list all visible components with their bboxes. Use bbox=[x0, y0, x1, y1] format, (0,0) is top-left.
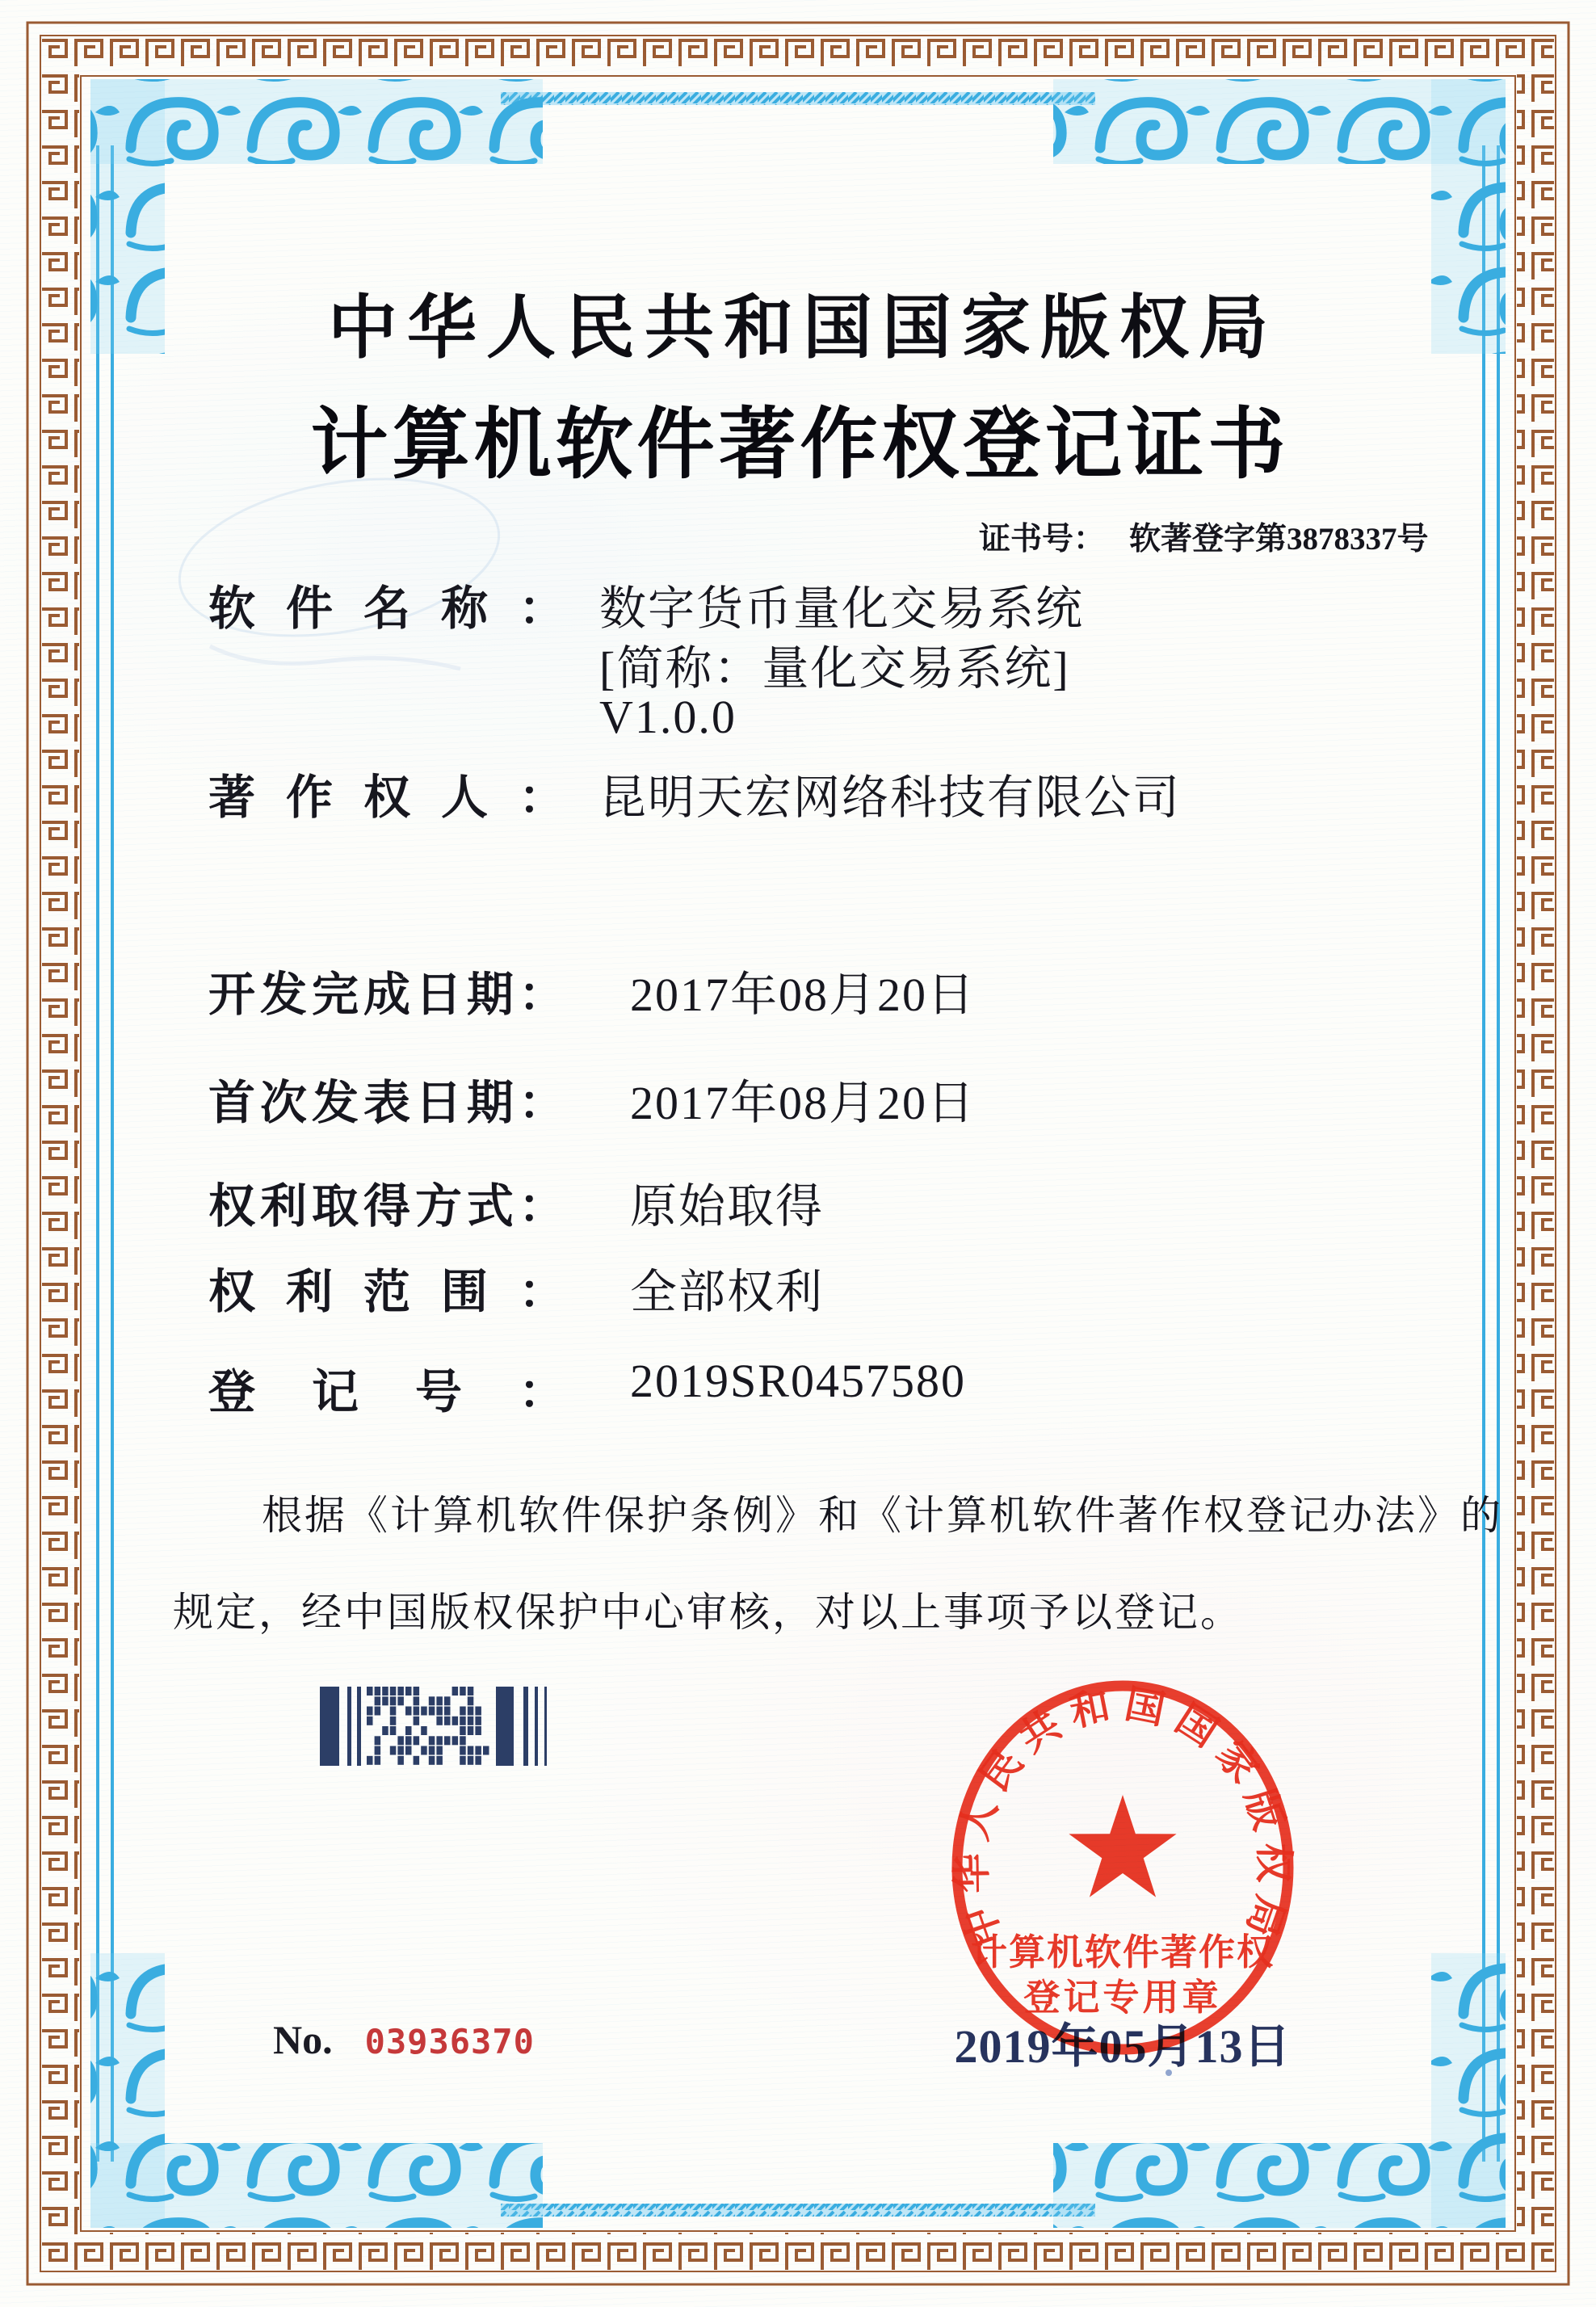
seal-line-2: 登记专用章 bbox=[1023, 1977, 1222, 2018]
statement-line-2: 规定，经中国版权保护中心审核，对以上事项予以登记。 bbox=[173, 1590, 1243, 1635]
field-label-registration-no: 登 记 号 ： bbox=[208, 1366, 565, 1418]
field-value-right-scope: 全部权利 bbox=[630, 1266, 825, 1318]
field-value-software-short-name: [简称：量化交易系统] bbox=[599, 642, 1070, 695]
field-value-first-publish-date: 2017年08月20日 bbox=[630, 1077, 976, 1129]
field-value-copyright-owner: 昆明天宏网络科技有限公司 bbox=[599, 771, 1182, 824]
field-value-software-version: V1.0.0 bbox=[599, 691, 737, 743]
red-star-icon bbox=[1069, 1795, 1176, 1897]
official-red-seal bbox=[947, 1680, 1299, 2060]
issuer-title: 中华人民共和国国家版权局 bbox=[328, 289, 1278, 367]
field-label-first-publish-date: 首 次 发 表 日 期 ： bbox=[208, 1077, 565, 1129]
certificate-number-row bbox=[979, 514, 1429, 559]
field-value-software-name: 数字货币量化交易系统 bbox=[599, 582, 1085, 635]
field-label-dev-complete-date: 开 发 完 成 日 期 ： bbox=[208, 969, 565, 1021]
field-value-registration-no: 2019SR0457580 bbox=[630, 1355, 966, 1407]
certificate-number-label: 证书号： bbox=[979, 522, 1106, 557]
pdf417-barcode bbox=[320, 1687, 551, 1766]
seal-ring-text: 中华人民共和国国家版权局 bbox=[950, 1682, 1296, 1952]
field-label-right-acquisition: 权 利 取 得 方 式 ： bbox=[208, 1180, 565, 1233]
certificate-title: 计算机软件著作权登记证书 bbox=[310, 401, 1290, 488]
statement-line-1: 根据《计算机软件保护条例》和《计算机软件著作权登记办法》的 bbox=[262, 1493, 1503, 1538]
field-label-copyright-owner: 著 作 权 人 ： bbox=[208, 771, 565, 824]
serial-number-row bbox=[273, 2016, 535, 2063]
seal-date: 2019年05月13日 bbox=[954, 2020, 1292, 2073]
seal-line-1: 计算机软件著作权 bbox=[970, 1931, 1275, 1973]
serial-number-value: 03936370 bbox=[364, 2022, 535, 2061]
serial-number-label: No. bbox=[273, 2017, 333, 2062]
certificate-number-value: 软著登字第3878337号 bbox=[1129, 522, 1429, 557]
field-label-software-name: 软 件 名 称 ： bbox=[208, 582, 565, 635]
field-value-right-acquisition: 原始取得 bbox=[630, 1180, 825, 1233]
field-value-dev-complete-date: 2017年08月20日 bbox=[630, 969, 976, 1021]
field-label-right-scope: 权 利 范 围 ： bbox=[208, 1266, 565, 1318]
